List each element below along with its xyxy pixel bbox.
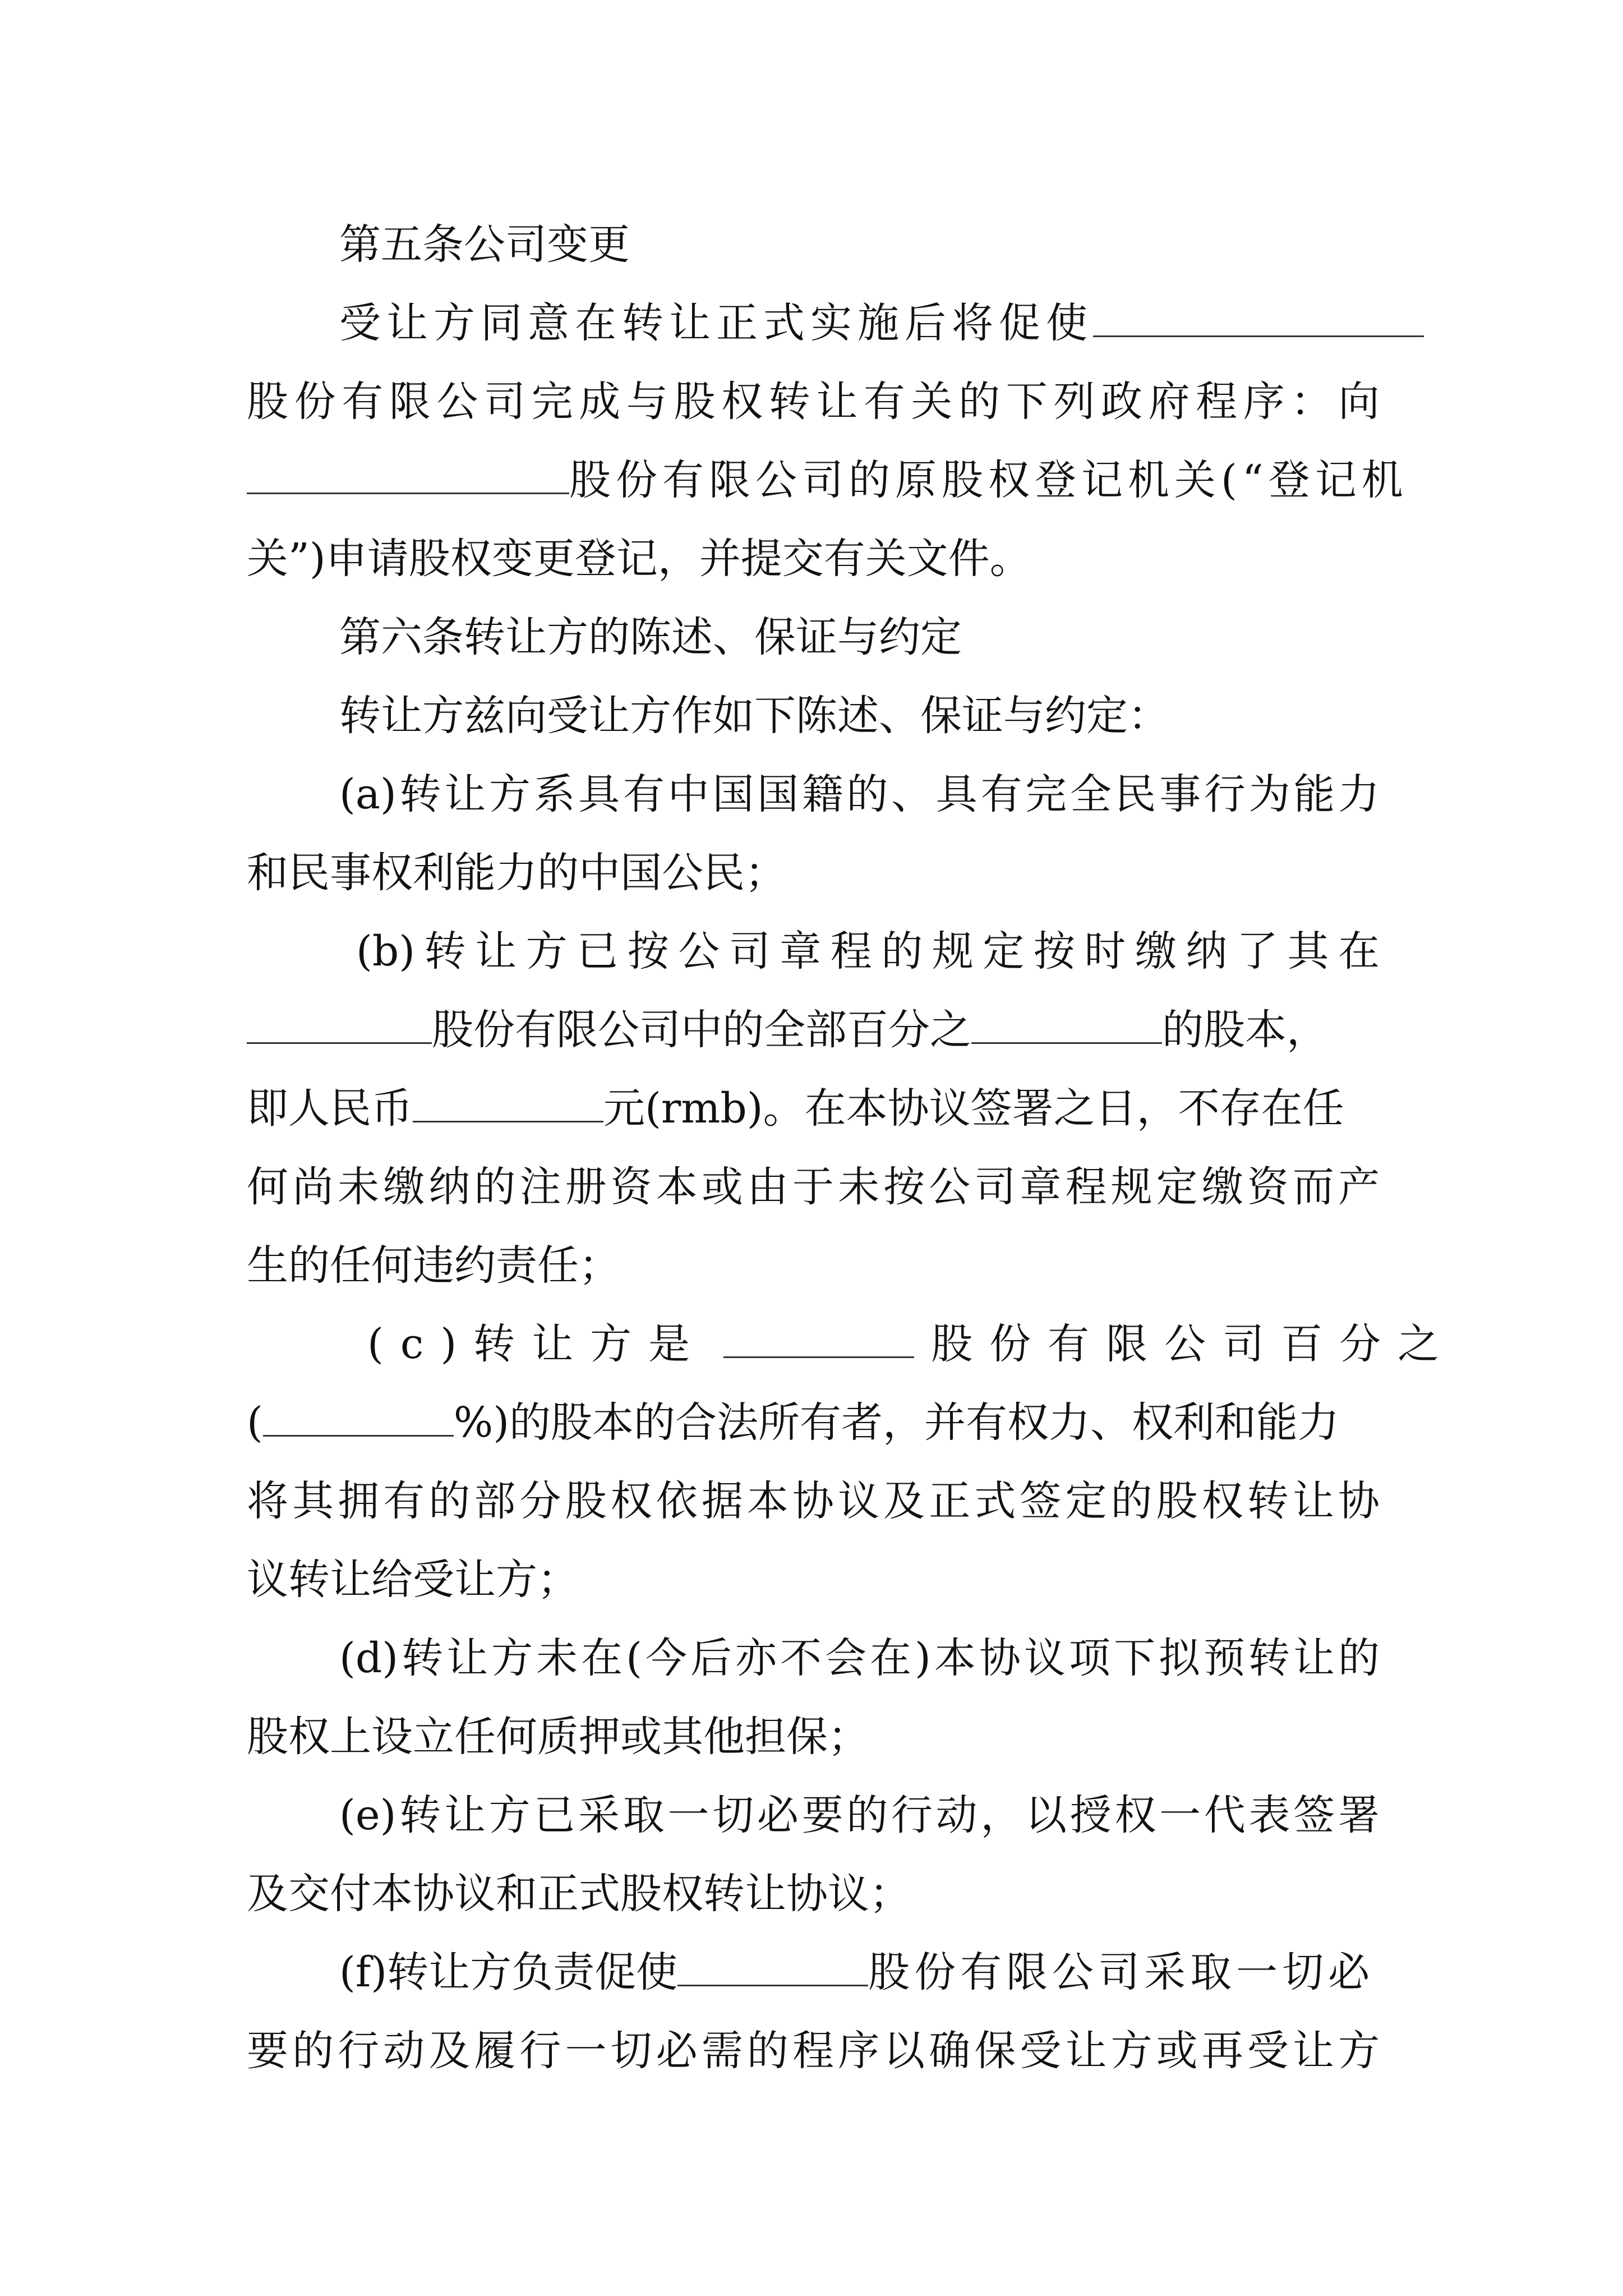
text-span: %)的股本的合法所有者，并有权力、权利和能力 [453,1398,1340,1447]
article-6-title: 第六条转让方的陈述、保证与约定 [339,613,962,661]
article-5-title: 第五条公司变更 [339,220,630,269]
clause-a-line: 和民事权利能力的中国公民； [247,849,786,897]
clause-c-line: 议转让给受让方； [247,1556,579,1604]
clause-d-line: (d)转让方未在(今后亦不会在)本协议项下拟预转让的 [339,1634,1380,1682]
blank-field [263,1398,454,1437]
paragraph-line [339,296,1380,350]
text-span: 股份有限公司采取一切必 [868,1948,1375,1996]
clause-c-line [367,1317,1456,1371]
clause-b-line [247,1003,1380,1057]
clause-b-line [247,1082,1380,1135]
clause-f-line [339,1945,1380,1999]
blank-field [723,1319,914,1358]
clause-a-line: (a)转让方系具有中国国籍的、具有完全民事行为能力 [339,770,1380,818]
clause-c-line [247,1396,1380,1450]
clause-e-line: 及交付本协议和正式股权转让协议； [247,1870,911,1918]
text-span: 受让方同意在转让正式实施后将促使 [339,299,1093,347]
text-span: 的股本， [1162,1006,1328,1054]
text-span: 股份有限公司百分之 [931,1320,1456,1368]
text-span: (f)转让方负责促使 [339,1948,678,1996]
text-span: ( [247,1398,263,1447]
clause-b-line: 何尚未缴纳的注册资本或由于未按公司章程规定缴资而产 [247,1163,1380,1211]
blank-field [247,1005,432,1044]
text-span: 即人民币 [247,1084,413,1133]
blank-field [971,1005,1162,1044]
clause-f-line: 要的行动及履行一切必需的程序以确保受让方或再受让方 [247,2027,1380,2075]
clause-b-line: (b)转让方已按公司章程的规定按时缴纳了其在 [356,927,1380,976]
paragraph-line [247,453,1408,507]
clause-b-line: 生的任何违约责任； [247,1241,620,1290]
clause-d-line: 股权上设立任何质押或其他担保； [247,1713,869,1761]
blank-field [247,455,569,494]
blank-field [677,1948,868,1986]
paragraph-line: 转让方兹向受让方作如下陈述、保证与约定： [339,692,1169,740]
paragraph-line: 关”)申请股权变更登记，并提交有关文件。 [247,535,1031,583]
text-span: 股份有限公司中的全部百分之 [432,1006,971,1054]
blank-field [413,1084,603,1122]
clause-e-line: (e)转让方已采取一切必要的行动，以授权一代表签署 [339,1791,1380,1839]
clause-c-line: 将其拥有的部分股权依据本协议及正式签定的股权转让协 [247,1477,1380,1525]
paragraph-line: 股份有限公司完成与股权转让有关的下列政府程序：向 [247,378,1380,426]
text-span: 股份有限公司的原股权登记机关(“登记机 [569,456,1408,504]
text-span: (c)转让方是 [367,1320,707,1368]
text-span: 元(rmb)。在本协议签署之日，不存在任 [603,1084,1344,1133]
blank-field [1093,298,1424,337]
